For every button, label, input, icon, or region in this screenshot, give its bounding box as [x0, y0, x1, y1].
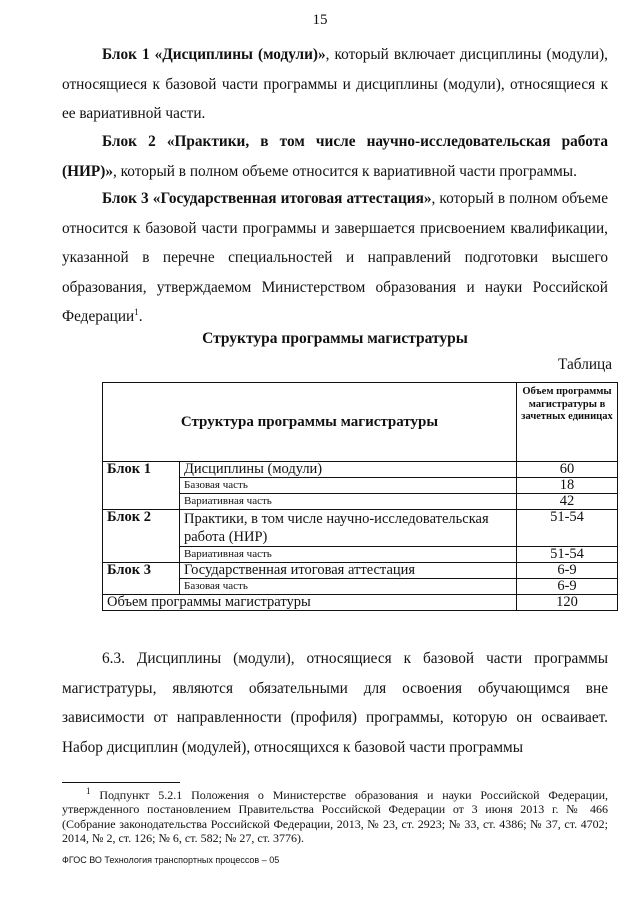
- row-value: 51-54: [517, 510, 618, 547]
- row-value: 18: [517, 478, 618, 494]
- footnote-text: Подпункт 5.2.1 Положения о Министерстве образования и науки Российской Федерации, утвержденного постановлением Правительства Российской Федерации от 3 июня 2013 г. № 466 (Собрание законодательства Российской Федерации, 2013, № 23, ст. 2923; № 33, ст. 4386; № 37, ст. 4702; 2014, № 2, ст. 126; № 6, ст. 582; № 27, ст. 3776).: [62, 788, 609, 845]
- footnote-ref[interactable]: 1: [134, 306, 139, 317]
- table-header-row: [103, 383, 618, 462]
- table-title: Структура программы магистратуры: [202, 330, 468, 347]
- row-name: Дисциплины (модули): [180, 462, 517, 478]
- row-name: Базовая часть: [180, 478, 517, 494]
- footnote-mark: 1: [86, 786, 91, 796]
- footnote-divider: [62, 782, 180, 783]
- table-row: [103, 462, 618, 478]
- table-row: [103, 494, 618, 510]
- table-row: [103, 579, 618, 595]
- block-cell: Блок 1: [103, 462, 180, 510]
- block2-paragraph: [62, 127, 608, 186]
- block2-title: Блок 2 «Практики, в том числе научно-исследовательская работа (НИР)»: [62, 133, 608, 180]
- row-value: 6-9: [517, 579, 618, 595]
- block-cell: Блок 2: [103, 510, 180, 563]
- page-number: 15: [312, 12, 328, 28]
- row-value: 6-9: [517, 563, 618, 579]
- row-name: Базовая часть: [180, 579, 517, 595]
- table-row: [103, 510, 618, 547]
- row-name: Вариативная часть: [180, 547, 517, 563]
- header-volume: Объем программы магистратуры в зачетных единицах: [517, 383, 618, 462]
- block2-text: , который в полном объеме относится к вариативной части программы.: [112, 162, 577, 180]
- row-name: Вариативная часть: [180, 494, 517, 510]
- block3-end: .: [138, 308, 143, 325]
- block-cell: Блок 3: [103, 563, 180, 595]
- table-label: Таблица: [558, 356, 612, 373]
- block3-paragraph: [62, 184, 608, 332]
- table-row: [103, 547, 618, 563]
- program-structure-table: [102, 382, 618, 611]
- table-row: [103, 563, 618, 579]
- total-value: 120: [517, 595, 618, 611]
- total-label: Объем программы магистратуры: [103, 595, 517, 611]
- row-value: 51-54: [517, 547, 618, 563]
- header-structure: Структура программы магистратуры: [103, 383, 517, 462]
- row-name: Практики, в том числе научно-исследовательская работа (НИР): [180, 510, 517, 547]
- row-value: 60: [517, 462, 618, 478]
- block1-paragraph: [62, 40, 608, 129]
- block1-title: Блок 1 «Дисциплины (модули)»: [102, 46, 326, 63]
- block3-title: Блок 3 «Государственная итоговая аттестация»: [102, 190, 432, 207]
- row-name: Государственная итоговая аттестация: [180, 563, 517, 579]
- footnote: [62, 788, 608, 845]
- section-6-3-paragraph: 6.3. Дисциплины (модули), относящиеся к базовой части программы магистратуры, являются обязательными для освоения обучающимся вне зависимости от направленности (профиля) программы, которую он осваивает. Набор дисциплин (модулей), относящихся к базовой части программы: [62, 650, 608, 756]
- table-row: [103, 478, 618, 494]
- document-footer: ФГОС ВО Технология транспортных процессов – 05: [62, 855, 280, 865]
- row-value: 42: [517, 494, 618, 510]
- block1-text: , который включает дисциплины (модули), относящиеся к базовой части программы и дисциплины (модули), относящиеся к ее вариативной части.: [62, 46, 609, 122]
- block3-text: , который в полном объеме относится к базовой части программы и завершается присвоением квалификации, указанной в перечне специальностей и направлений подготовки высшего образования, утверждаемом Министерством образования и науки Российской Федерации: [62, 190, 608, 325]
- table-total-row: [103, 595, 618, 611]
